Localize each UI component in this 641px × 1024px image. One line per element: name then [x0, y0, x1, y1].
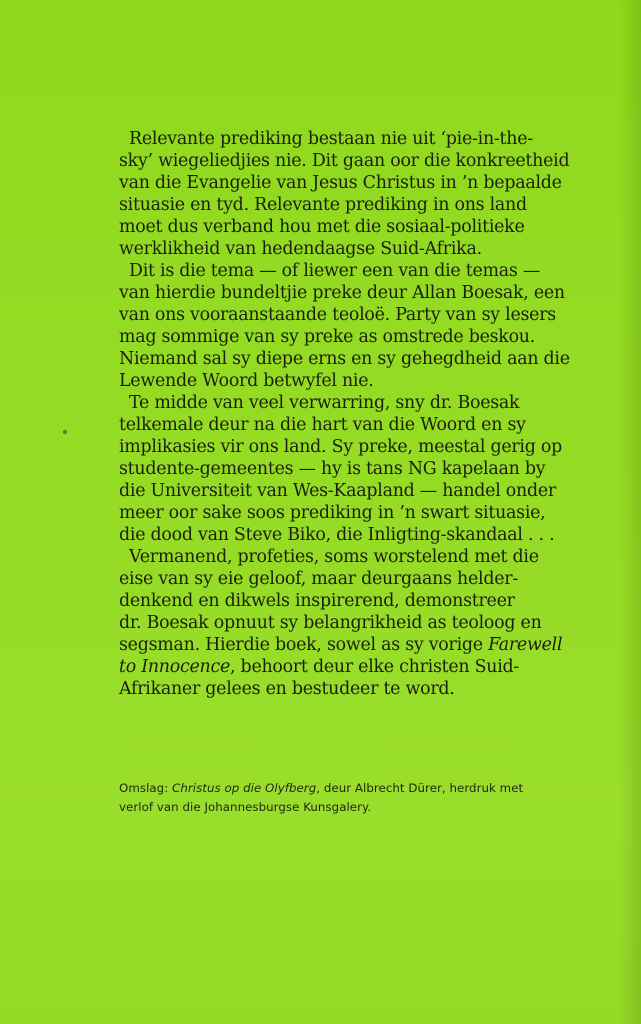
blurb-line: Dit is die tema — of liewer een van die temas —: [129, 261, 540, 281]
back-cover-blurb: [119, 128, 570, 700]
blurb-line: Afrikaner gelees en bestudeer te word.: [119, 679, 455, 699]
blurb-line: Niemand sal sy diepe erns en sy gehegdheid aan die: [119, 349, 570, 369]
blurb-text: , behoort deur elke christen Suid-: [230, 657, 520, 677]
blurb-line: implikasies vir ons land. Sy preke, meestal gerig op: [119, 437, 563, 457]
blurb-line: van ons vooraanstaande teoloë. Party van sy lesers: [119, 305, 556, 325]
blurb-line-with-title: [119, 634, 563, 656]
blurb-line: sky’ wiegeliedjies nie. Dit gaan oor die konkreetheid: [119, 151, 570, 171]
book-title: to Innocence: [119, 657, 230, 677]
credit-line: verlof van die Johannesburgse Kunsgalery.: [119, 800, 372, 814]
blurb-text: segsman. Hierdie boek, sowel as sy vorige: [119, 635, 483, 655]
blurb-line: dr. Boesak opnuut sy belangrikheid as teoloog en: [119, 613, 542, 633]
blurb-line: werklikheid van hedendaagse Suid-Afrika.: [119, 239, 482, 259]
blurb-line: eise van sy eie geloof, maar deurgaans helder-: [119, 569, 518, 589]
blurb-line: Te midde van veel verwarring, sny dr. Boesak: [129, 393, 520, 413]
blurb-line: mag sommige van sy preke as omstrede beskou.: [119, 327, 536, 347]
credit-line: [119, 779, 579, 798]
blurb-line: telkemale deur na die hart van die Woord en sy: [119, 415, 526, 435]
blurb-line: van hierdie bundeltjie preke deur Allan Boesak, een: [119, 283, 565, 303]
cover-credit: [119, 779, 579, 817]
blurb-line: denkend en dikwels inspirerend, demonstreer: [119, 591, 515, 611]
blurb-line-with-title: [119, 656, 559, 678]
blurb-line: meer oor sake soos prediking in ’n swart situasie,: [119, 503, 546, 523]
blurb-line: Lewende Woord betwyfel nie.: [119, 371, 374, 391]
page-edge-shadow: [619, 0, 641, 1024]
artwork-title: Christus op die Olyfberg: [172, 781, 317, 795]
credit-text: , deur Albrecht Dürer, herdruk met: [316, 781, 524, 795]
blurb-line: van die Evangelie van Jesus Christus in ’n bepaalde: [119, 173, 562, 193]
blurb-line: studente-gemeentes — hy is tans NG kapelaan by: [119, 459, 546, 479]
blurb-line: Vermanend, profeties, soms worstelend met die: [129, 547, 539, 567]
blurb-line: Relevante prediking bestaan nie uit ‘pie-in-the-: [129, 129, 533, 149]
book-title: Farewell: [488, 635, 563, 655]
blurb-line: die Universiteit van Wes-Kaapland — handel onder: [119, 481, 556, 501]
blurb-line: situasie en tyd. Relevante prediking in ons land: [119, 195, 527, 215]
blurb-line: die dood van Steve Biko, die Inligting-skandaal . . .: [119, 525, 555, 545]
blurb-line: moet dus verband hou met die sosiaal-politieke: [119, 217, 525, 237]
print-speck: [63, 430, 67, 434]
credit-label: Omslag:: [119, 781, 173, 795]
